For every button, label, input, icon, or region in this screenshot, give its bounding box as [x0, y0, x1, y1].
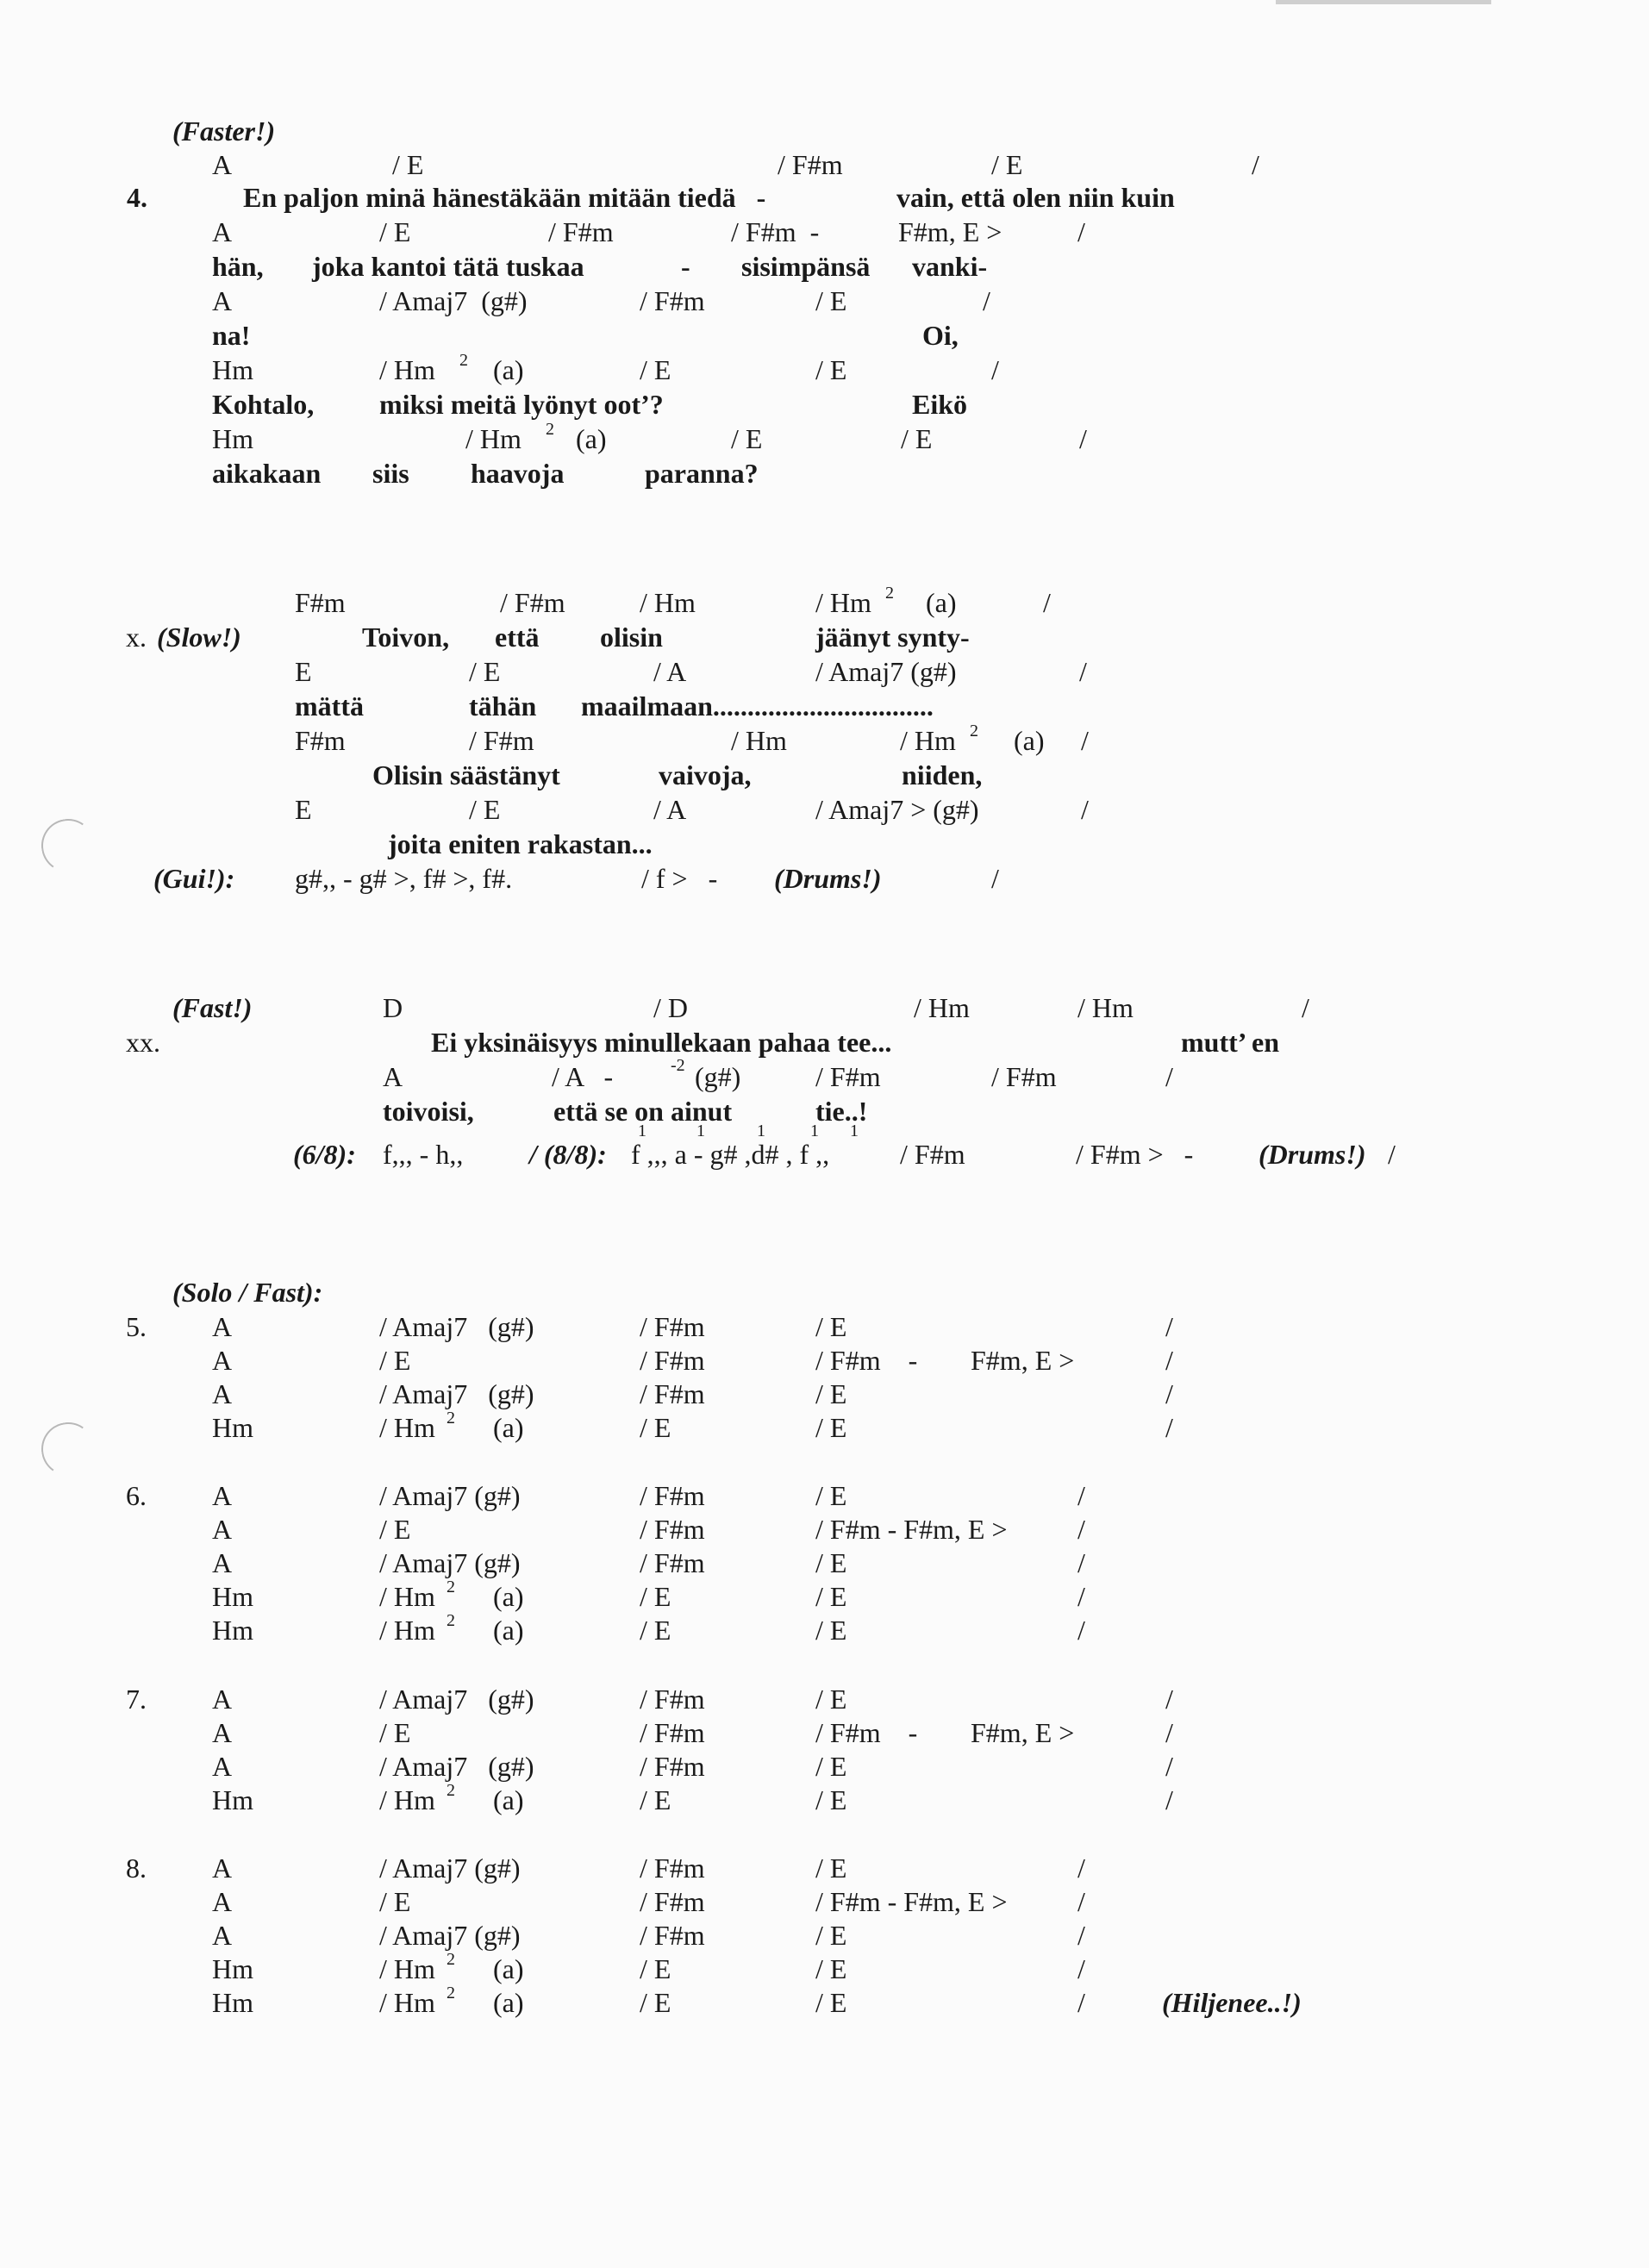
chord: / E — [379, 1345, 411, 1376]
chord: / Hm — [640, 587, 696, 618]
bar-line: / — [1079, 423, 1087, 454]
chord: Hm — [212, 423, 253, 454]
notes: f ,,, a - g# ,d# , f ,, — [631, 1139, 830, 1170]
chord: / E — [640, 1615, 671, 1646]
chord: / E — [815, 1953, 847, 1984]
chord: / E — [469, 794, 501, 825]
chord: A — [212, 1920, 233, 1951]
chord: / Hm — [379, 1784, 435, 1815]
chord: / Amaj7 (g#) — [379, 1311, 534, 1342]
chord: Hm — [212, 1615, 253, 1646]
tempo-fast: (Fast!) — [172, 992, 253, 1023]
chord: / E — [815, 1615, 847, 1646]
chord: / E — [469, 656, 501, 687]
superscript: -2 — [671, 1056, 685, 1075]
chord: / Amaj7 > (g#) — [815, 794, 979, 825]
chord: / Hm — [379, 354, 435, 385]
chord: A — [212, 216, 233, 247]
chord: / F#m — [640, 1311, 705, 1342]
chord: / E — [392, 149, 424, 180]
bar-line: / — [1043, 587, 1051, 618]
chord: A — [212, 1311, 233, 1342]
bar-line: / — [1165, 1751, 1173, 1782]
lyric: olisin — [600, 622, 663, 653]
superscript: 1 — [696, 1122, 705, 1140]
superscript: 2 — [447, 1781, 455, 1800]
bar-line: / — [1077, 1886, 1085, 1917]
bar-line: / — [991, 863, 999, 894]
lyric: että — [495, 622, 540, 653]
superscript: 2 — [447, 1950, 455, 1969]
chord: / E — [815, 354, 847, 385]
superscript: 2 — [970, 722, 978, 740]
lyric: toivoisi, — [383, 1096, 474, 1127]
verse-number: 6. — [126, 1480, 147, 1511]
chord: / E — [379, 1514, 411, 1545]
chord: / F#m > - — [1076, 1139, 1194, 1170]
chord: / Hm — [465, 423, 522, 454]
chord: / F#m — [640, 1345, 705, 1376]
lyric: vanki- — [912, 251, 988, 282]
lyric: Ei yksinäisyys minullekaan pahaa tee... — [431, 1027, 892, 1058]
chord: / F#m - F#m, E > — [815, 1886, 1008, 1917]
section-label: x. — [126, 622, 147, 653]
chord: / E — [640, 354, 671, 385]
tempo-faster: (Faster!) — [172, 116, 276, 147]
guitar-label: (Gui!): — [153, 863, 235, 894]
lyric: mutt’ en — [1181, 1027, 1280, 1058]
lyric: tähän — [469, 690, 537, 722]
chord: Hm — [212, 1953, 253, 1984]
chord: Hm — [212, 1412, 253, 1443]
chord: / F#m — [640, 1886, 705, 1917]
superscript: 1 — [638, 1122, 646, 1140]
verse-number: 8. — [126, 1853, 147, 1884]
bar-line: / — [1388, 1139, 1396, 1170]
chord: / E — [815, 1920, 847, 1951]
chord: Hm — [212, 1581, 253, 1612]
chord: / Hm — [900, 725, 956, 756]
lyric: että se on ainut — [553, 1096, 733, 1127]
lyric: miksi meitä lyönyt oot’? — [379, 389, 664, 420]
bar-line: / — [1081, 725, 1089, 756]
chord: A — [212, 1480, 233, 1511]
chord: / Amaj7 (g#) — [379, 1547, 521, 1578]
bar-line: / — [991, 354, 999, 385]
chord: / F#m — [640, 1547, 705, 1578]
bar-line: / — [1165, 1717, 1173, 1748]
chord: / Hm — [815, 587, 871, 618]
chord-note: (a) — [493, 1784, 524, 1815]
chord: / F#m - — [731, 216, 820, 247]
bar-line: / — [1077, 1920, 1085, 1951]
punch-hole-top — [37, 815, 99, 877]
superscript: 2 — [447, 1578, 455, 1596]
bar-line: / — [1081, 794, 1089, 825]
chord: / F#m — [991, 1061, 1057, 1092]
lyric: En paljon minä hänestäkään mitään tiedä - — [243, 182, 766, 213]
chord: / F#m - — [815, 1345, 918, 1376]
lyric: sisimpänsä — [741, 251, 871, 282]
chord: E — [295, 656, 312, 687]
chord: / D — [653, 992, 688, 1023]
lyric: jäänyt synty- — [815, 622, 970, 653]
bar-line: / — [1252, 149, 1259, 180]
chord: / Amaj7 (g#) — [379, 285, 528, 316]
chord: / A — [653, 794, 687, 825]
bar-line: / — [1077, 1547, 1085, 1578]
chord: / Hm — [379, 1615, 435, 1646]
chord: / E — [815, 1751, 847, 1782]
superscript: 1 — [757, 1122, 765, 1140]
drums-label: (Drums!) — [1259, 1139, 1366, 1170]
chord: / Amaj7 (g#) — [379, 1751, 534, 1782]
chord: / F#m — [640, 1514, 705, 1545]
chord: A — [383, 1061, 403, 1092]
superscript: 2 — [885, 584, 894, 603]
scan-mark — [1276, 0, 1491, 4]
bar-line: / — [1077, 1953, 1085, 1984]
chord: / F#m — [778, 149, 843, 180]
chord: / E — [379, 1886, 411, 1917]
verse-number: 5. — [126, 1311, 147, 1342]
chord: / F#m — [640, 1717, 705, 1748]
chord: F#m — [295, 725, 346, 756]
chord: / E — [815, 1547, 847, 1578]
chord: (g#) — [695, 1061, 741, 1092]
bar-line: / — [1165, 1412, 1173, 1443]
lyric: Oi, — [922, 320, 959, 351]
chord: / F#m - F#m, E > — [815, 1514, 1008, 1545]
chord: / Amaj7 (g#) — [379, 1480, 521, 1511]
chord: A — [212, 1886, 233, 1917]
chord: / F#m — [640, 1853, 705, 1884]
lyric: Kohtalo, — [212, 389, 315, 420]
notes: f,,, - h,, — [383, 1139, 464, 1170]
chord: / Hm — [379, 1581, 435, 1612]
chord: / A - — [552, 1061, 614, 1092]
chord: / Hm — [379, 1412, 435, 1443]
superscript: 2 — [447, 1409, 455, 1428]
bar-line: / — [1077, 1480, 1085, 1511]
chord: A — [212, 285, 233, 316]
chord: / F#m — [640, 1751, 705, 1782]
chord: / E — [815, 285, 847, 316]
chord: / F#m — [640, 1480, 705, 1511]
lyric: aikakaan — [212, 458, 322, 489]
guitar-notes: g#,, - g# >, f# >, f#. — [295, 863, 513, 894]
chord: F#m, E > — [971, 1717, 1075, 1748]
chord: / E — [640, 1784, 671, 1815]
bar-line: / — [1077, 1581, 1085, 1612]
superscript: 1 — [850, 1122, 859, 1140]
superscript: 2 — [546, 420, 554, 439]
tempo-solo-fast: (Solo / Fast): — [172, 1277, 323, 1308]
chord: (a) — [493, 354, 524, 385]
time-signature: (6/8): — [293, 1139, 356, 1170]
chord-note: (a) — [493, 1615, 524, 1646]
chord: / F#m — [640, 1920, 705, 1951]
chord: / F#m — [640, 1684, 705, 1715]
lyric: Olisin säästänyt — [372, 759, 560, 790]
lyric: maailmaan................................ — [581, 690, 934, 722]
chord: A — [212, 1547, 233, 1578]
lyric: niiden, — [902, 759, 983, 790]
bar-line: / — [1165, 1311, 1173, 1342]
chord: / E — [815, 1412, 847, 1443]
bar-line: / — [1165, 1378, 1173, 1409]
chord: / F#m — [469, 725, 534, 756]
verse-number: 7. — [126, 1684, 147, 1715]
superscript: 2 — [459, 351, 468, 370]
chord: / Amaj7 (g#) — [379, 1684, 534, 1715]
lyric: mättä — [295, 690, 364, 722]
lyric: - — [681, 251, 690, 282]
chord: (a) — [576, 423, 607, 454]
guitar-notes: / f > - — [641, 863, 718, 894]
chord: / E — [640, 1953, 671, 1984]
chord-note: (a) — [493, 1412, 524, 1443]
chord: / E — [640, 1412, 671, 1443]
chord: / Hm — [1077, 992, 1134, 1023]
chord: / E — [815, 1581, 847, 1612]
chord-note: (a) — [493, 1581, 524, 1612]
chord: / E — [815, 1784, 847, 1815]
chord: A — [212, 1751, 233, 1782]
chord: A — [212, 1345, 233, 1376]
chord: / F#m — [500, 587, 565, 618]
superscript: 2 — [447, 1984, 455, 2002]
superscript: 2 — [447, 1611, 455, 1630]
chord: F#m — [295, 587, 346, 618]
chord: D — [383, 992, 403, 1023]
lyric: hän, — [212, 251, 264, 282]
drums-label: (Drums!) — [774, 863, 882, 894]
chord: / E — [991, 149, 1023, 180]
bar-line: / — [1165, 1345, 1173, 1376]
lyric: joita eniten rakastan... — [388, 828, 653, 859]
tempo-slow: (Slow!) — [157, 622, 241, 653]
chord: / Hm — [731, 725, 787, 756]
chord: A — [212, 1853, 233, 1884]
section-label: xx. — [126, 1027, 160, 1058]
lyric: Toivon, — [362, 622, 450, 653]
chord: (a) — [1014, 725, 1045, 756]
chord: / F#m — [640, 285, 705, 316]
chord: / F#m — [640, 1378, 705, 1409]
verse-number: 4. — [127, 182, 147, 213]
chord-note: (a) — [493, 1953, 524, 1984]
chord: / Hm — [379, 1987, 435, 2018]
chord: / E — [815, 1684, 847, 1715]
bar-line: / — [1302, 992, 1309, 1023]
chord: F#m, E > — [971, 1345, 1075, 1376]
bar-line: / — [1165, 1684, 1173, 1715]
chord: A — [212, 1684, 233, 1715]
chord: / Amaj7 (g#) — [379, 1378, 534, 1409]
chord-note: (a) — [493, 1987, 524, 2018]
chord: Hm — [212, 1987, 253, 2018]
superscript: 1 — [810, 1122, 819, 1140]
chord: / E — [379, 1717, 411, 1748]
chord: / Hm — [914, 992, 970, 1023]
chord: / E — [815, 1311, 847, 1342]
chord: F#m, E > — [898, 216, 1003, 247]
chord: / E — [901, 423, 933, 454]
chord: / F#m — [548, 216, 614, 247]
chord: / E — [640, 1987, 671, 2018]
chord: A — [212, 1717, 233, 1748]
bar-line: / — [1079, 656, 1087, 687]
chord: / Amaj7 (g#) — [815, 656, 957, 687]
chord: / Amaj7 (g#) — [379, 1920, 521, 1951]
lyric: vain, että olen niin kuin — [896, 182, 1175, 213]
chord: / F#m — [900, 1139, 965, 1170]
time-signature: / (8/8): — [529, 1139, 607, 1170]
chord: A — [212, 1514, 233, 1545]
lyric: paranna? — [645, 458, 759, 489]
chord: / E — [379, 216, 411, 247]
chord: Hm — [212, 1784, 253, 1815]
ending-note: (Hiljenee..!) — [1162, 1987, 1302, 2018]
lyric: vaivoja, — [659, 759, 752, 790]
lyric: tie..! — [815, 1096, 868, 1127]
punch-hole-bottom — [37, 1418, 99, 1480]
bar-line: / — [1165, 1784, 1173, 1815]
chord: / Amaj7 (g#) — [379, 1853, 521, 1884]
bar-line: / — [1077, 216, 1085, 247]
lyric: joka kantoi tätä tuskaa — [312, 251, 584, 282]
lyric: na! — [212, 320, 251, 351]
chord: / F#m — [815, 1061, 881, 1092]
bar-line: / — [1077, 1853, 1085, 1884]
chord: / E — [731, 423, 763, 454]
lyric: haavoja — [471, 458, 565, 489]
chord: (a) — [926, 587, 957, 618]
bar-line: / — [1077, 1987, 1085, 2018]
lyric: Eikö — [912, 389, 968, 420]
chord: / E — [815, 1378, 847, 1409]
chord: / E — [815, 1853, 847, 1884]
bar-line: / — [983, 285, 990, 316]
chord: E — [295, 794, 312, 825]
lyric: siis — [372, 458, 409, 489]
chord: / F#m - — [815, 1717, 918, 1748]
chord: A — [212, 149, 233, 180]
chord: / A — [653, 656, 687, 687]
bar-line: / — [1077, 1615, 1085, 1646]
bar-line: / — [1077, 1514, 1085, 1545]
chord: / Hm — [379, 1953, 435, 1984]
chord: A — [212, 1378, 233, 1409]
chord: / E — [640, 1581, 671, 1612]
chord: / E — [815, 1480, 847, 1511]
chord: Hm — [212, 354, 253, 385]
chord: / E — [815, 1987, 847, 2018]
bar-line: / — [1165, 1061, 1173, 1092]
